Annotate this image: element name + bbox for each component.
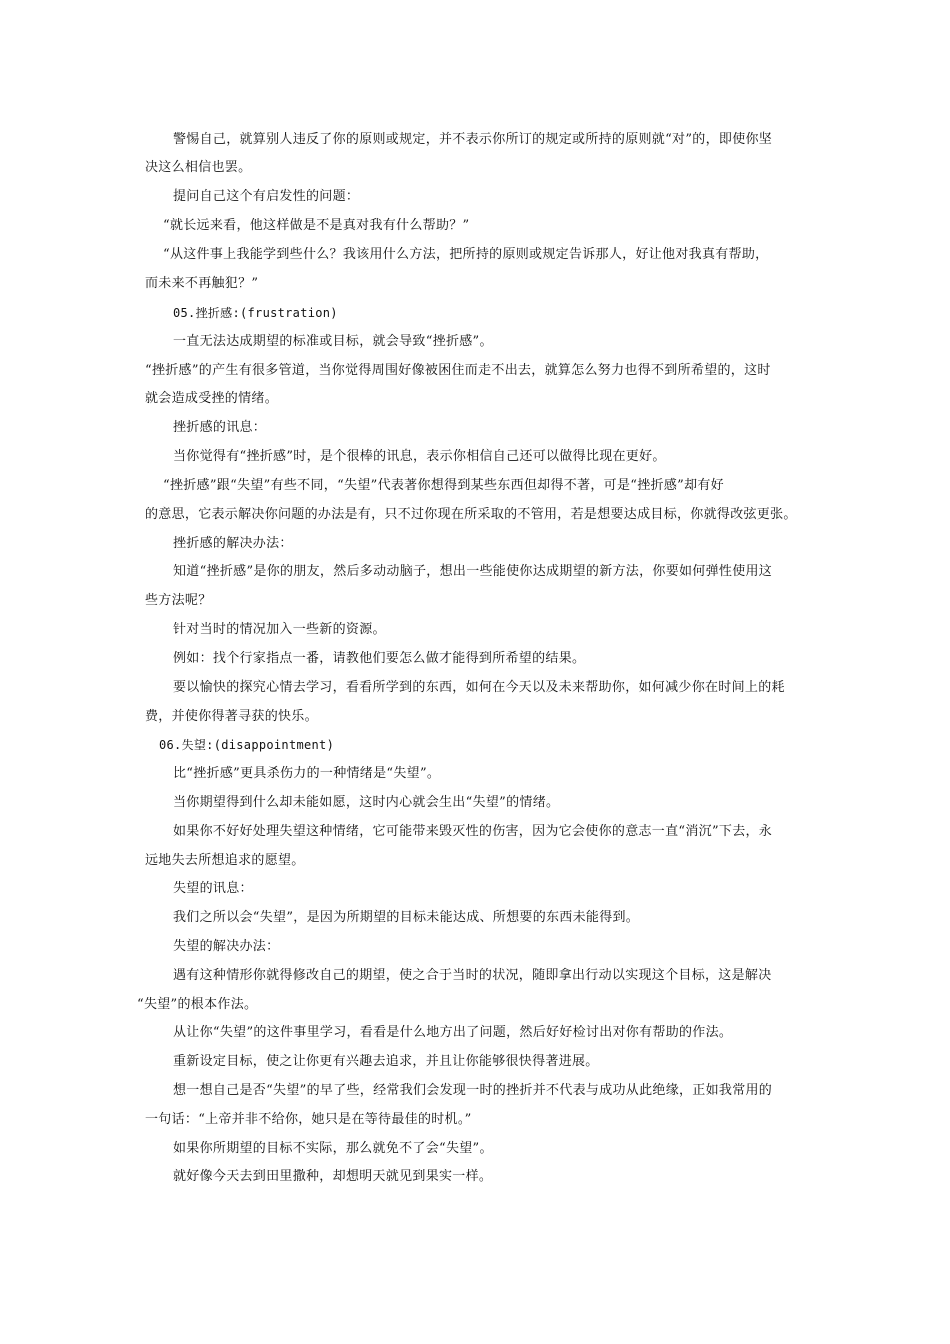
text-line: 决这么相信也罢。: [145, 160, 252, 175]
text-line: 费，并使你得著寻获的快乐。: [145, 709, 318, 724]
text-line: 重新设定目标，使之让你更有兴趣去追求，并且让你能够很快得著进展。: [173, 1054, 599, 1069]
text-line: 知道“挫折感”是你的朋友，然后多动动脑子，想出一些能使你达成期望的新方法，你要如何弹性使用这: [173, 564, 773, 579]
section-heading-disappointment: 06.失望:(disappointment): [159, 738, 335, 752]
text-line: 例如：找个行家指点一番，请教他们要怎么做才能得到所希望的结果。: [173, 651, 586, 666]
text-line: “失望”的根本作法。: [137, 997, 258, 1012]
text-line: 远地失去所想追求的愿望。: [145, 853, 305, 868]
text-line: 想一想自己是否“失望”的早了些，经常我们会发现一时的挫折并不代表与成功从此绝缘，正如我常用的: [173, 1083, 773, 1098]
text-line: 针对当时的情况加入一些新的资源。: [173, 622, 386, 637]
text-line: 遇有这种情形你就得修改自己的期望，使之合于当时的状况，随即拿出行动以实现这个目标，这是解决: [173, 968, 772, 983]
text-line: “就长远来看，他这样做是不是真对我有什么帮助？”: [163, 218, 470, 233]
text-line: “挫折感”的产生有很多管道，当你觉得周围好像被困住而走不出去，就算怎么努力也得不到所希望的，这时: [145, 363, 771, 378]
text-line: 要以愉快的探究心情去学习，看看所学到的东西，如何在今天以及未来帮助你，如何减少你在时间上的耗: [173, 680, 785, 695]
text-line: 当你期望得到什么却未能如愿，这时内心就会生出“失望”的情绪。: [173, 795, 560, 810]
text-line: 一直无法达成期望的标准或目标，就会导致“挫折感”。: [173, 334, 493, 349]
text-line: 就会造成受挫的情绪。: [145, 391, 279, 406]
text-line: 比“挫折感”更具杀伤力的一种情绪是“失望”。: [173, 766, 441, 781]
text-line: 一句话：“上帝并非不给你，她只是在等待最佳的时机。”: [145, 1112, 472, 1127]
text-line: 从让你“失望”的这件事里学习，看看是什么地方出了问题，然后好好检讨出对你有帮助的作法。: [173, 1025, 733, 1040]
text-line: 当你觉得有“挫折感”时，是个很棒的讯息，表示你相信自己还可以做得比现在更好。: [173, 449, 666, 464]
text-line: 就好像今天去到田里撒种，却想明天就见到果实一样。: [173, 1169, 493, 1184]
text-line: 而未来不再触犯？”: [145, 276, 259, 291]
text-line: 提问自己这个有启发性的问题：: [173, 189, 360, 204]
text-line: 挫折感的讯息：: [173, 420, 267, 435]
text-line: 警惕自己，就算别人违反了你的原则或规定，并不表示你所订的规定或所持的原则就“对”的，即使你坚: [173, 132, 773, 147]
text-line: 失望的解决办法：: [173, 939, 280, 954]
text-line: “从这件事上我能学到些什么？我该用什么方法，把所持的原则或规定告诉那人，好让他对我真有帮助，: [163, 247, 769, 262]
text-line: 些方法呢？: [145, 593, 212, 608]
text-line: 如果你所期望的目标不实际，那么就免不了会“失望”。: [173, 1141, 493, 1156]
text-line: 如果你不好好处理失望这种情绪，它可能带来毁灭性的伤害，因为它会使你的意志一直“消沉”下去，永: [173, 824, 773, 839]
text-line: 失望的讯息：: [173, 881, 253, 896]
text-line: 我们之所以会“失望”，是因为所期望的目标未能达成、所想要的东西未能得到。: [173, 910, 640, 925]
text-line: 挫折感的解决办法：: [173, 536, 293, 551]
text-line: 的意思，它表示解决你问题的办法是有，只不过你现在所采取的不管用，若是想要达成目标，你就得改弦更张。: [145, 507, 797, 522]
section-heading-frustration: 05.挫折感:(frustration): [173, 306, 338, 320]
text-line: “挫折感”跟“失望”有些不同，“失望”代表著你想得到某些东西但却得不著，可是“挫折感”却有好: [163, 478, 724, 493]
